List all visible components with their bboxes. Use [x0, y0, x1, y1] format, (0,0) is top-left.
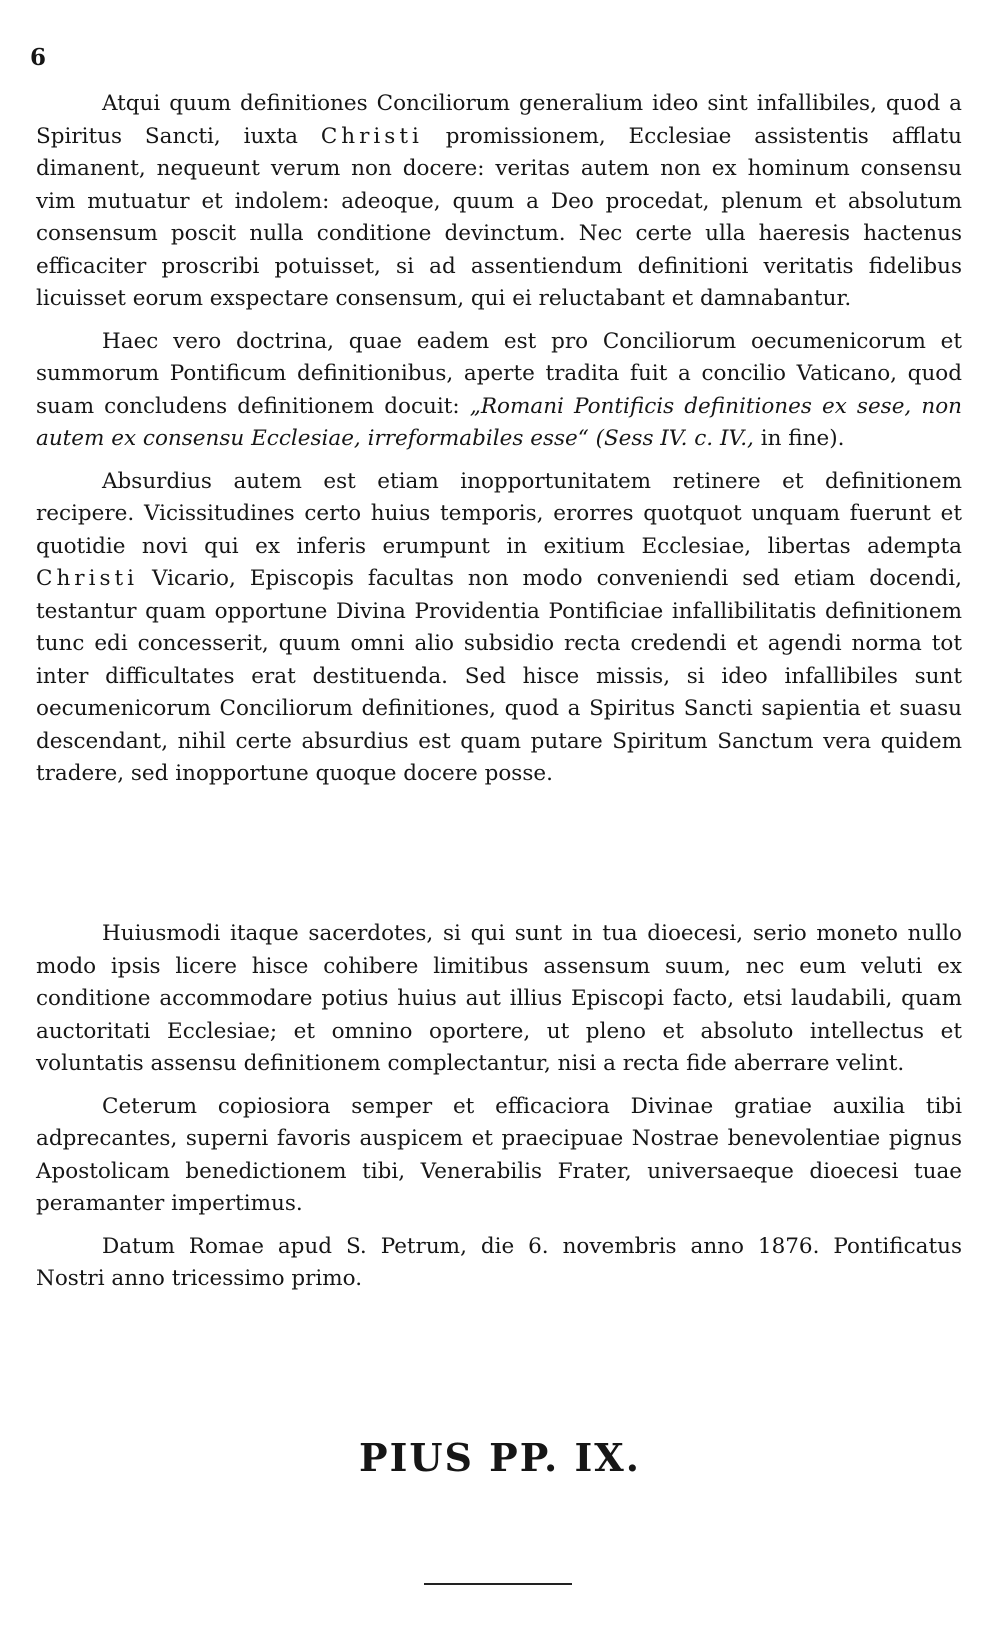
paragraph-1-spaced-name: Christi [320, 123, 423, 149]
paragraph-3-part-c: Vicario, Episcopis facultas non modo conveniendi sed etiam docendi, testantur quam opportune Divina Providentia Pontificiae infallibilitatis definitionem tunc edi concesserit, quum omni alio subsidio recta credendi et agendi norma tot inter difficultates erat destituenda. Sed hisce missis, si ideo infallibiles sunt oecumenicorum Conciliorum definitiones, quod a Spiritus Sancti sapientia et suasu descendant, nihil certe absurdius est quam putare Spiritum Sanctum vera quidem tradere, sed inopportune quoque docere posse. [36, 566, 962, 786]
paragraph-2-part-a: Haec vero doctrina, quae eadem est pro Conciliorum oecumenicorum et summorum Pontificum definitionibus, aperte tradita fuit a concilio Vaticano, quod suam concludens definitionem docuit: [36, 328, 962, 419]
paragraph-6: Datum Romae apud S. Petrum, die 6. novembris anno 1876. Pontificatus Nostri anno tricessimo primo. [36, 1233, 962, 1291]
paragraph-2-quotation: „Romani Pontificis definitiones ex sese, non autem ex consensu Ecclesiae, irreformabiles esse“ (Sess IV. c. IV., [36, 393, 962, 451]
paragraph-1-part-a: Atqui quum definitiones Conciliorum generalium ideo sint infallibiles, quod a Spiritus Sancti, iuxta [36, 91, 962, 149]
paragraph-3-part-a: Absurdius autem est etiam inopportunitatem retinere et definitionem recipere. Vicissitudines certo huius temporis, erorres quotquot unquam fuerunt et quotidie novi qui ex inferis erumpunt in exitium Ecclesiae, libertas adempta [36, 468, 962, 559]
paragraph-5: Ceterum copiosiora semper et efficaciora Divinae gratiae auxilia tibi adprecantes, superni favoris auspicem et praecipuae Nostrae benevolentiae pignus Apostolicam benedictionem tibi, Venerabilis Frater, universaeque dioecesi tuae peramanter impertimus. [36, 1093, 962, 1216]
paragraph-1-part-c: promissionem, Ecclesiae assistentis afflatu dimanent, nequeunt verum non docere: veritas autem non ex hominum consensu vim mutuatur et indolem: adeoque, quum a Deo procedat, plenum et absolutum consensum poscit nulla conditione devinctum. Nec certe ulla haeresis hactenus efficaciter proscribi potuisset, si ad assentiendum definitioni veritatis fidelibus licuisset eorum exspectare consensum, qui ei reluctabant et damnabantur. [36, 123, 963, 311]
papal-signature: PIUS PP. IX. [359, 1435, 641, 1480]
paragraph-3 [36, 466, 962, 791]
page-number: 6 [30, 44, 47, 71]
paragraph-3-spaced-name: Christi [36, 566, 139, 591]
paragraph-1 [36, 88, 962, 316]
text-block-lower [36, 918, 962, 1306]
paragraph-2-part-c: in fine). [753, 426, 845, 451]
paragraph-2 [36, 326, 962, 456]
text-block-upper [36, 88, 962, 801]
paragraph-4: Huiusmodi itaque sacerdotes, si qui sunt in tua dioecesi, serio moneto nullo modo ipsis licere hisce cohibere limitibus assensum suum, nec eum veluti ex conditione accommodare potius huius aut illius Episcopi facto, etsi laudabili, quam auctoritati Ecclesiae; et omnino oportere, ut pleno et absoluto intellectus et voluntatis assensu definitionem complectantur, nisi a recta fide aberrare velint. [36, 921, 962, 1076]
end-divider [424, 1583, 572, 1585]
